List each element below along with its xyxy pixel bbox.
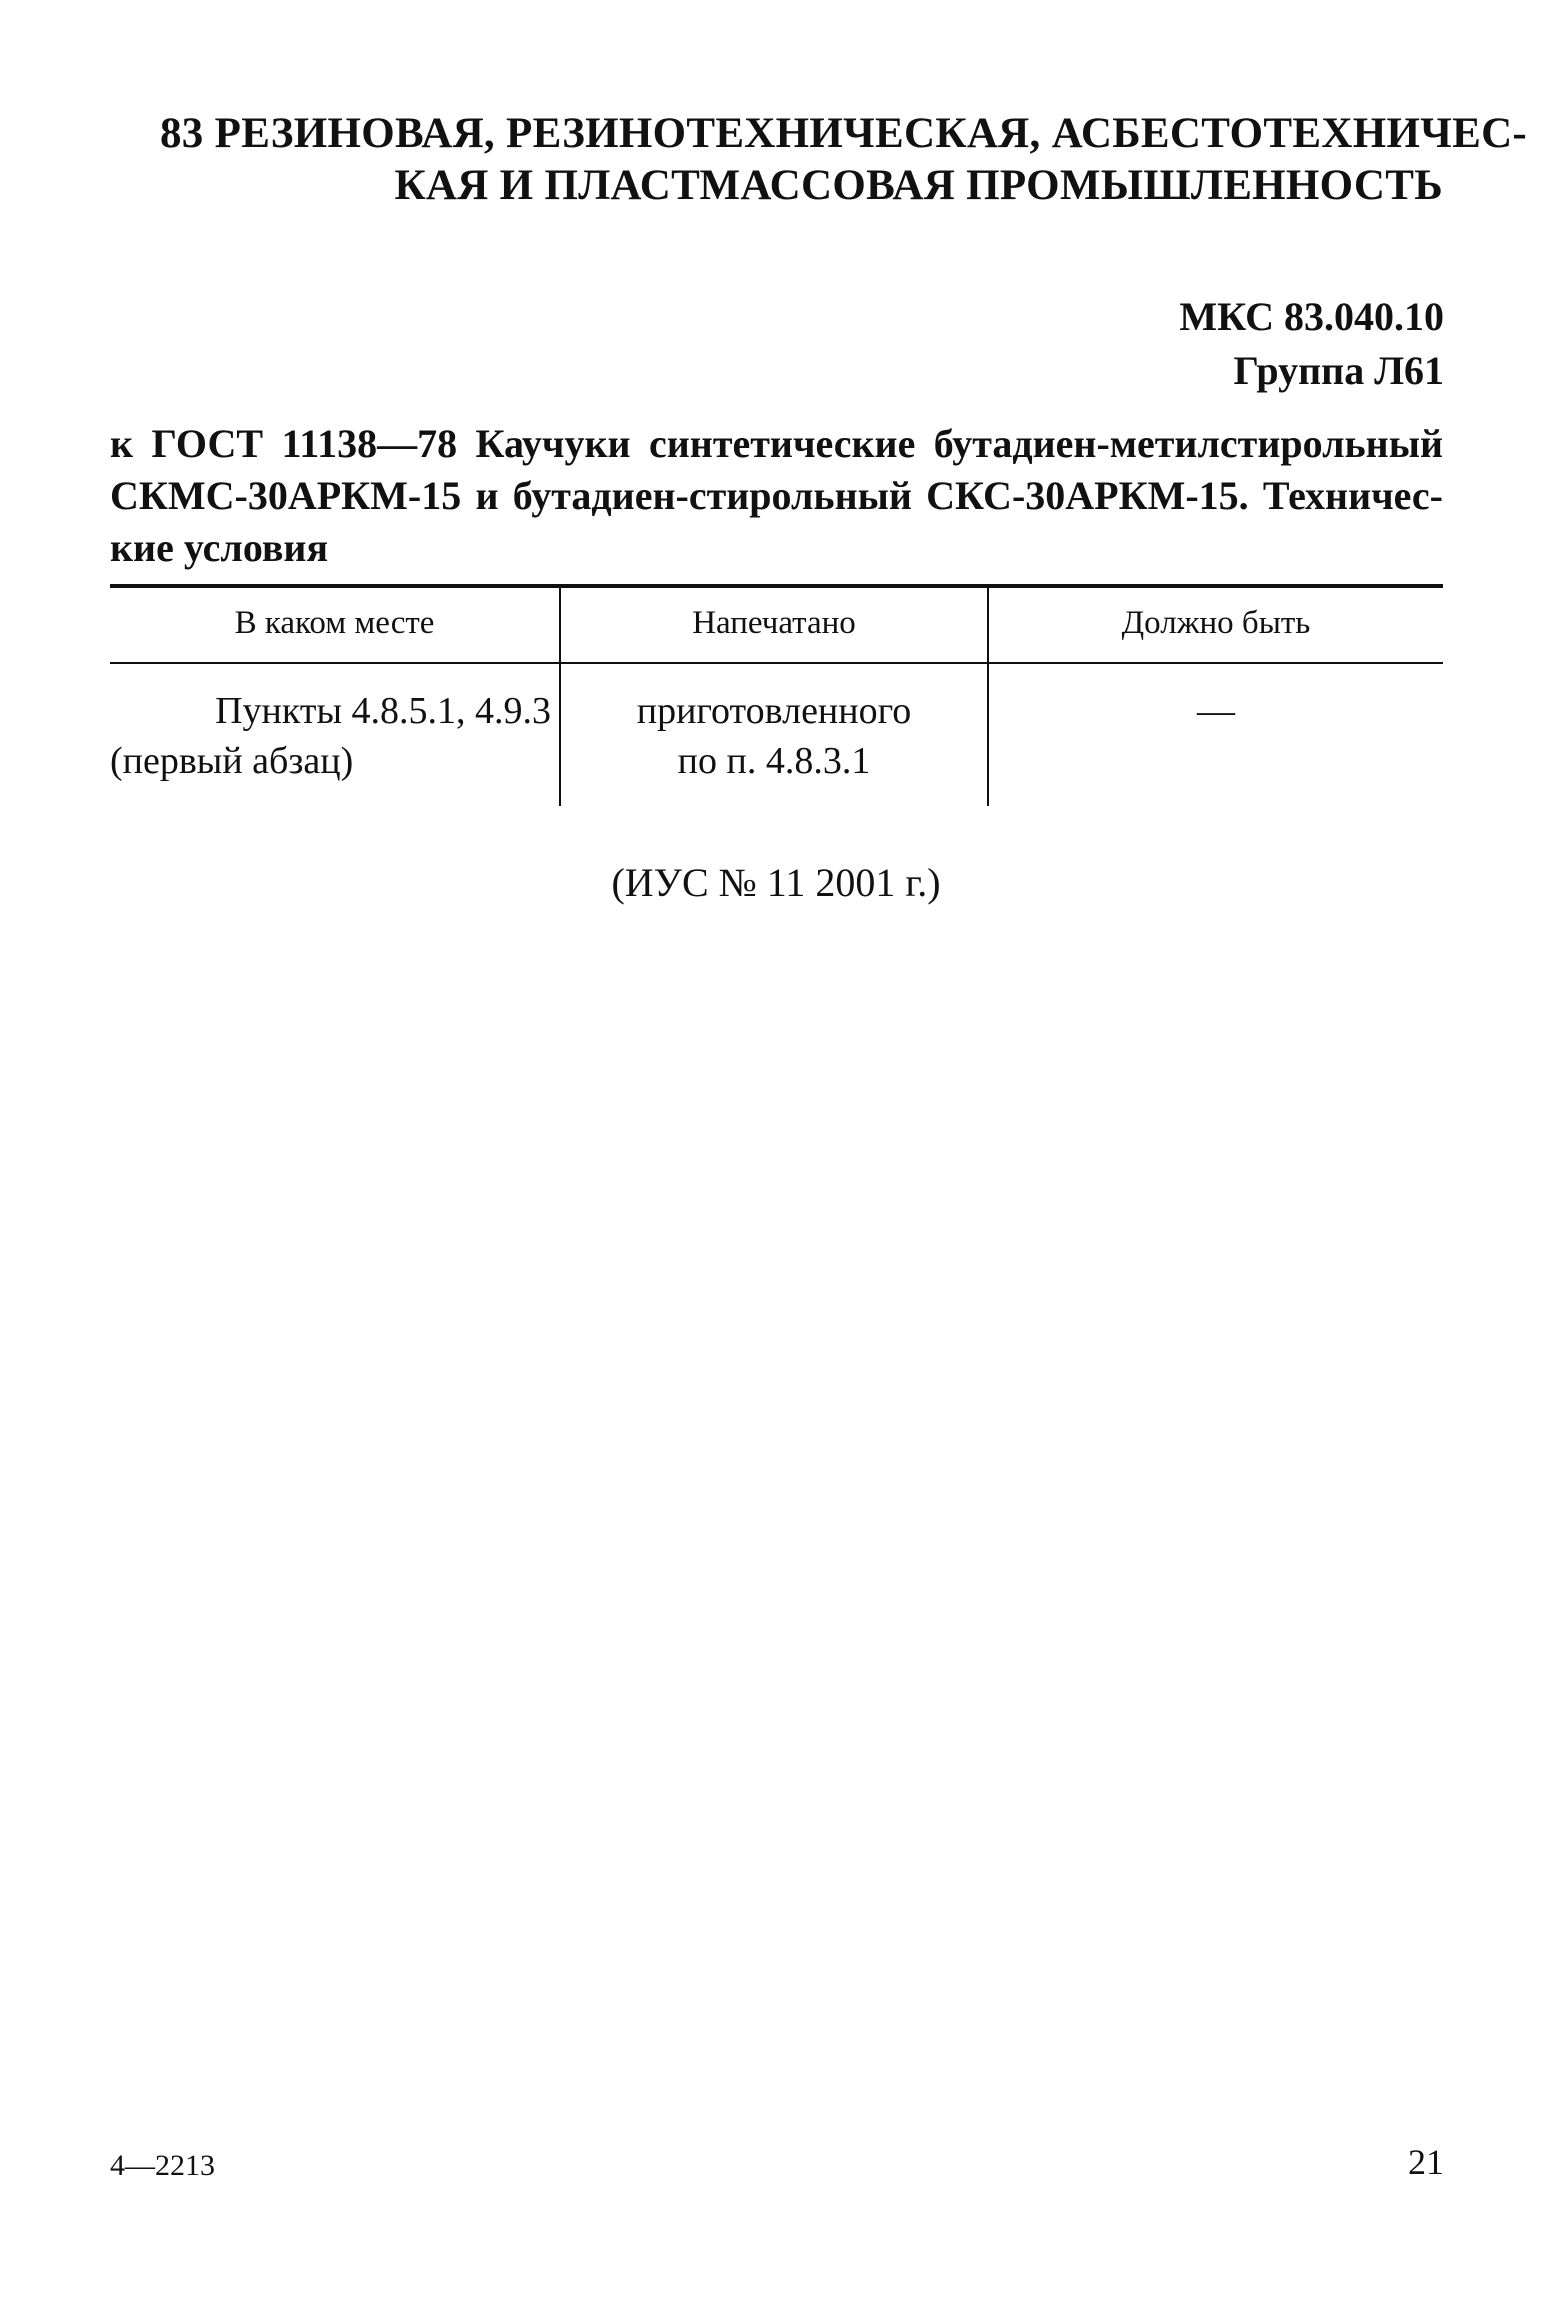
column-header-printed: Напечатано: [692, 605, 856, 641]
document-title-line-1: к ГОСТ 11138—78 Каучуки синтетические бутадиен-метилстирольный: [110, 421, 1443, 466]
document-title-line-2: СКМС-30АРКМ-15 и бутадиен-стирольный СКС-30АРКМ-15. Техничес-: [110, 473, 1443, 518]
table-cell-place: [110, 686, 551, 786]
page-number: 21: [1408, 2142, 1444, 2182]
footer-code: 4—2213: [110, 2149, 215, 2182]
section-heading: [160, 108, 1528, 212]
printed-line-2: по п. 4.8.3.1: [677, 740, 871, 782]
table-cell-should-be: —: [1197, 690, 1235, 732]
section-heading-line-1: 83 РЕЗИНОВАЯ, РЕЗИНОТЕХНИЧЕСКАЯ, АСБЕСТОТЕХНИЧЕС-: [160, 110, 1528, 157]
section-heading-line-2: КАЯ И ПЛАСТМАССОВАЯ ПРОМЫШЛЕННОСТЬ: [394, 162, 1443, 209]
mks-code: МКС 83.040.10: [1179, 294, 1444, 339]
document-title: [110, 418, 1443, 574]
document-title-line-3: кие условия: [110, 525, 329, 570]
place-line-2: (первый абзац): [110, 740, 354, 782]
table-cell-printed: [561, 686, 987, 786]
column-header-should-be: Должно быть: [1121, 605, 1311, 641]
place-line-1: Пункты 4.8.5.1, 4.9.3: [215, 690, 551, 732]
amendment-table: [110, 584, 1443, 806]
group-code: Группа Л61: [1233, 348, 1444, 393]
table-header-rule: [110, 662, 1443, 664]
classification-block: [1179, 290, 1444, 398]
printed-line-1: приготовленного: [636, 690, 912, 732]
table-top-rule: [110, 584, 1443, 588]
source-note: (ИУС № 11 2001 г.): [611, 860, 941, 905]
column-header-place: В каком месте: [234, 605, 435, 641]
